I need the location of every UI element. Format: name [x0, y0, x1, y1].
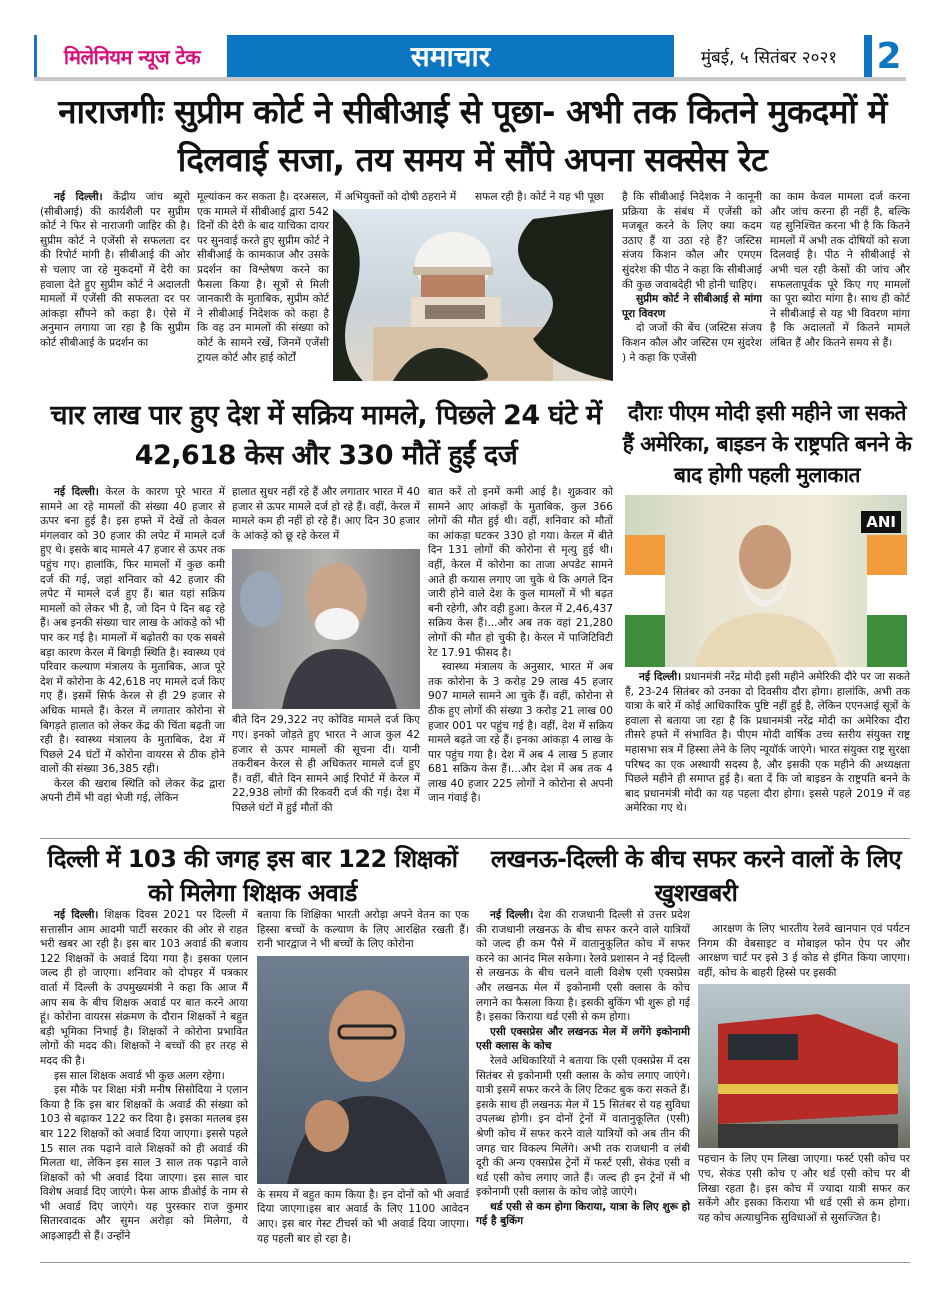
article1-col5 [622, 190, 762, 365]
section-title: समाचार [227, 35, 674, 77]
headline-covid: चार लाख पार हुए देश में सक्रिय मामले, पिछले 24 घंटे में 42,618 केस और 330 मौतें हुईं दर्ज [50, 400, 602, 471]
article-text: है कि सीबीआई निदेशक ने कानूनी प्रक्रिया के संबंध में एजेंसी को मजबूत करने के लिए क्या कदम उठाए हैं या उठा रहे हैं? जस्टिस संजय किशन कौल और एमएम सुंदरेश की पीठ ने कहा कि सीबीआई की कुछ जवाबदेही भी होनी चाहिए। [622, 191, 762, 291]
article-text: बीते दिन 29,322 नए कोविड मामले दर्ज किए गए। इनको जोड़ते हुए भारत ने आज कुल 42 हजार से ऊपर मामलों की सूचना दी। यानी तकरीबन केरल से ही अधिकतर मामले दर्ज हुए हैं। वहीं, बीते दिन सामने आई रिपोर्ट में केरल में 22,938 लोगों की रिकवरी दर्ज की गई। देश में पिछले घंटों में हुई मौतों की [232, 714, 420, 814]
article1-col3: में अभियुक्तों को दोषी ठहराने में [335, 191, 457, 203]
article1-col1 [40, 190, 190, 351]
article1-col2: मूल्यांकन कर सकता है। दरअसल, एक मामले में सीबीआई द्वारा 542 दिनों की देरी के बाद याचिका दायर पर सुनवाई करते हुए सुप्रीम कोर्ट ने सीबीआई के कामकाज और उसके प्रदर्शन का विश्लेषण करने का फैसला किया है। सूत्रों से मिली जानकारी के मुताबिक, सुप्रीम कोर्ट ने सीबीआई निदेशक को कहा है कि वह उन मामलों की संख्या को कोर्ट के सामने रखें, जिनमें एजेंसी ट्रायल कोर्ट और हाई कोर्टों [197, 191, 329, 364]
headline-pm-modi: दौराः पीएम मोदी इसी महीने जा सकते हैं अमेरिका, बाइडन के राष्ट्रपति बनने के बाद होगी पहली मुलाकात [622, 401, 912, 487]
article-text: बात करें तो इनमें कमी आई है। शुक्रवार को सामने आए आंकड़ों के मुताबिक, कुल 366 लोगों की मौत हुई थी। वहीं, शनिवार को मौतों का आंकड़ा घटकर 330 हो गया। केरल में बीते दिन 131 लोगों की कोरोना से मृत्यु हुई थी। वहीं, केरल में कोरोना का ताजा अपडेट सामने आते ही कयास लगाए जा चुके थे कि अगले दिन जारी होने वाले देश के कुल मामलों में भी बढ़त बनी रहेगी, और वही हुआ। केरल में 2,46,437 सक्रिय केस हैं।...और अब तक वहां 21,280 लोगों की मौत हो चुकी है। केरल में पाजिटिविटी रेट 17.91 फीसद है। [428, 486, 613, 659]
article-text: शिक्षक दिवस 2021 पर दिल्ली में सत्तासीन आम आदमी पार्टी सरकार की ओर से राहत भरी खबर आ रही है। इस बार 103 अवार्ड की बजाय 122 शिक्षकों के अवार्ड दिया गया है। इसका एलान जल्द ही हो जाएगा। शनिवार को दोपहर में पत्रकार वार्ता में दिल्ली के उपमुख्यमंत्री ने कहा कि आज मैं आप सब के बीच शिक्षक अवार्ड पर बात करने आया हूं। कोरोना वायरस संक्रमण के दौरान शिक्षकों ने बहुत बड़ी भूमिका निभाई है। शिक्षकों ने कोरोना प्रभावित लोगों की मदद की। शिक्षकों ने बच्चों की हर तरह से मदद की है। [40, 909, 249, 1067]
headline-teacher-award: दिल्ली में 103 की जगह इस बार 122 शिक्षकों को मिलेगा शिक्षक अवार्ड [47, 845, 458, 907]
article-text: आरक्षण के लिए भारतीय रेलवे खानपान एवं पर्यटन निगम की वेबसाइट व मोबाइल फोन ऐप पर और आरक्षण चार्ट पर इसे 3 ई कोड से इंगित किया जाएगा। वहीं, कोच के बाहरी हिस्से पर इसकी [698, 923, 910, 979]
article-text: केरल की खराब स्थिति को लेकर केंद्र द्वारा अपनी टीमें भी वहां भेजी गई, लेकिन [40, 777, 225, 805]
article1-col4: सफल रही है। कोर्ट ने यह भी पूछा [475, 191, 604, 203]
article-text: दो जजों की बेंच (जस्टिस संजय किशन कौल और जस्टिस एम सुंदरेश ) ने कहा कि एजेंसी [622, 322, 762, 364]
subheading: एसी एक्सप्रेस और लखनऊ मेल में लगेंगे इकोनामी एसी क्लास के कोच [476, 1025, 690, 1053]
subheading: थर्ड एसी से कम होगा किराया, यात्रा के लिए शुरू हो गई है बुकिंग [476, 1200, 690, 1228]
issue-date: मुंबई, ५ सितंबर २०२१ [674, 35, 872, 77]
subheading: सुप्रीम कोर्ट ने सीबीआई से मांगा पूरा विवरण [622, 293, 762, 320]
article-text: स्वास्थ्य मंत्रालय के अनुसार, भारत में अब तक कोरोना के 3 करोड़ 29 लाख 45 हजार 907 मामले सामने आ चुके हैं। वहीं, कोरोना से ठीक हुए लोगों की संख्या 3 करोड़ 21 लाख 00 हजार 001 पर पहुंच गई है। वहीं, देश में सक्रिय मामले बढ़ते जा रहे हैं। इनका आंकड़ा 4 लाख के पार पहुंच गया है। देश में अब 4 लाख 5 हजार 681 सक्रिय केस हैं।...और देश में अब तक 4 लाख 40 हजार 225 लोगों ने कोरोना से अपनी जान गंवाई है। [428, 661, 613, 805]
dateline: नई दिल्ली। [54, 486, 99, 498]
article-text: केंद्रीय जांच ब्यूरो (सीबीआई) की कार्यशैली पर सुप्रीम कोर्ट ने फिर से नाराजगी जाहिर की है। सुप्रीम कोर्ट ने एजेंसी से सफलता दर की रिपोर्ट मांगी है। सीबीआई की ओर से चलाए जा रहे मुकदमों में देरी का हवाला देते हुए सुप्रीम कोर्ट ने अदालती मामलों में एजेंसी की सफलता दर पर आंकड़ा सौंपने को कहा है। ऐसे में अनुमान लगाया जा रहा है कि सुप्रीम कोर्ट सीबीआई के प्रदर्शन का [40, 191, 190, 349]
article-text: देश की राजधानी दिल्ली से उत्तर प्रदेश की राजधानी लखनऊ के बीच सफर करने वाले यात्रियों को जल्द ही कम पैसे में वातानुकूलित कोच में सफर करने का आनंद मिल सकेगा। रेलवे प्रशासन ने नई दिल्ली से लखनऊ के बीच चलने वाली विशेष एसी एक्सप्रेस और लखनऊ मेल में इकोनामी एसी क्लास के कोच लगाने का फैसला किया है। इसकी बुकिंग भी शुरू हो गई है। इसका किराया थर्ड एसी से कम होगा। [476, 909, 690, 1024]
article-text: हालात सुधर नहीं रहे हैं और लगातार भारत में 40 हजार से ऊपर मामले दर्ज हो रहे हैं। वहीं, केरल में मामले कम ही नहीं हो रहे हैं। आए दिन 30 हजार के आंकड़े को छू रहे केरल में [232, 486, 420, 542]
supreme-court-photo [333, 209, 613, 381]
article5-col1 [476, 908, 690, 1229]
dateline: नई दिल्ली। [639, 671, 682, 683]
masthead [34, 35, 906, 77]
article-text: केरल के कारण पूरे भारत में सामने आ रहे मामलों की संख्या 40 हजार से ऊपर बना हुई है। इस हफ्ते में देखें तो केवल मंगलवार को 30 हजार की लपेट में मामले दर्ज हुए थे। इसके बाद मामले 47 हजार से ऊपर तक पहुंच गए। हालांकि, फिर मामलों में कुछ कमी दर्ज की गई, जहां शनिवार को 42 हजार की लपेट में मामले दर्ज हुए हैं। बात यहां सक्रिय मामलों को लेकर भी है, जो दिन पे दिन बढ़ रहे हैं। अब इनकी संख्या चार लाख के आंकड़े को भी पार कर गई है। मामलों में बढ़ोतरी का एक सबसे बड़ा कारण केरल में बिगड़ी स्थिति है। स्वास्थ्य एवं परिवार कल्याण मंत्रालय के मुताबिक, आज पूरे देश में कोरोना के 42,618 नए मामले दर्ज किए गए हैं। इसमें सिर्फ केरल से ही 29 हजार से अधिक मामले हैं। केरल में लगातार कोरोना से बिगड़ते हालात को लेकर केंद्र की चिंता बढ़ती जा रही है। स्वास्थ्य मंत्रालय के मुताबिक, देश में पिछले 24 घंटों में कोरोना वायरस से ठीक होने वालों की संख्या 36,385 रही। [40, 486, 225, 776]
pm-modi-photo [625, 495, 907, 667]
manish-sisodia-photo [257, 956, 469, 1184]
bottom-divider [40, 1262, 910, 1263]
article2-col2 [232, 485, 420, 816]
newspaper-logo: मिलेनियम न्यूज टेक [63, 44, 201, 69]
article4-col1 [40, 908, 248, 1244]
train-photo [698, 984, 910, 1148]
dateline: नई दिल्ली। [54, 191, 103, 203]
article-text: के समय में बहुत काम किया है। इन दोनों को भी अवार्ड दिया जाएगा।इस बार अवार्ड के लिए 1100 आवेदन आए। इस बार गेस्ट टीचर्स को भी अवार्ड दिया जाएगा। यह पहली बार हो रहा है। [257, 1188, 469, 1245]
headline-supreme-court: नाराजगीः सुप्रीम कोर्ट ने सीबीआई से पूछा- अभी तक कितने मुकदमों में दिलवाई सजा, तय समय में सौंपे अपना सक्सेस रेट [58, 92, 887, 179]
article-text: प्रधानमंत्री नरेंद्र मोदी इसी महीने अमेरिकी दौरे पर जा सकते हैं, 23-24 सितंबर को उनका दो दिवसीय दौरा होगा। हालांकि, अभी तक यात्रा के बारे में कोई आधिकारिक पुष्टि नहीं हुई है, लेकिन एएनआई सूत्रों के हवाला से बताया जा रहा है कि प्रधानमंत्री नरेंद्र मोदी का अमेरिका दौरा तीसरे हफ्ते में संभावित है। पीएम मोदी वार्षिक उच्च स्तरीय संयुक्त राष्ट्र महासभा सत्र में हिस्सा लेने के लिए न्यूयॉर्क जाएंगे। भारत संयुक्त राष्ट्र सुरक्षा परिषद का एक अस्थायी सदस्य है, और इसकी एक महीने की अध्यक्षता पिछले महीने ही समाप्त हुई है। बता दें कि जो बाइडन के राष्ट्रपति बनने के बाद प्रधानमंत्री मोदी का यह पहला दौरा होगा। इससे पहले 2019 में वह अमेरिका गए थे। [625, 671, 910, 815]
article2-col3 [428, 485, 613, 806]
article-text: बताया कि शिक्षिका भारती अरोड़ा अपने वेतन का एक हिस्सा बच्चों के कल्याण के लिए आरक्षित रखती हैं। रानी भारद्वाज ने भी बच्चों के लिए कोरोना [257, 909, 469, 951]
dateline: नई दिल्ली। [490, 909, 534, 921]
divider [40, 838, 910, 839]
article-text: इस साल शिक्षक अवार्ड भी कुछ अलग रहेगा। [54, 1069, 225, 1082]
article2-col1 [40, 485, 225, 806]
photo-credit: ANI [861, 511, 901, 533]
article5-col2 [698, 922, 910, 1225]
article1-col6: का काम केवल मामला दर्ज करना और जांच करना ही नहीं है, बल्कि यह सुनिश्चित करना भी है कि कितने मामलों में अभी तक दोषियों को सजा दिलवाई है। पीठ ने सीबीआई से अभी चल रही केसों की जांच और सफलतापूर्वक पूरे किए गए मामलों का पूरा ब्योरा मांगा है। साथ ही कोर्ट ने सीबीआई से यह भी विवरण मांगा है कि अदालतों में कितने मामले लंबित हैं और कितने समय से हैं। [770, 191, 910, 349]
article3-body [625, 670, 910, 816]
masked-man-photo [232, 549, 420, 709]
page-number: 2 [876, 35, 902, 77]
headline-lucknow-delhi: लखनऊ-दिल्ली के बीच सफर करने वालों के लिए खुशखबरी [490, 845, 902, 907]
article-text: रेलवे अधिकारियों ने बताया कि एसी एक्सप्रेस में दस सितंबर से इकोनामी एसी क्लास के कोच लगाए जाएंगे। यात्री इसमें सफर करने के लिए टिकट बुक करा सकते हैं। इसके साथ ही लखनऊ मेल में 15 सितंबर से यह सुविधा उपलब्ध होगी। इन दोनों ट्रेनों में वातानुकूलित (एसी) श्रेणी कोच में सफर करने वाले यात्रियों को अब तीन की जगह चार विकल्प मिलेंगे। अभी तक राजधानी व लंबी दूरी की अन्य एक्सप्रेस ट्रेनों में फर्स्ट एसी, सेकंड एसी व थर्ड एसी कोच लगाए जाते हैं। जल्द ही इन ट्रेनों में भी इकोनामी एसी क्लास के कोच जोड़े जाएंगे। [476, 1054, 690, 1199]
article4-col2 [257, 908, 469, 1246]
dateline: नई दिल्ली। [54, 909, 99, 921]
article-text: पहचान के लिए एम लिखा जाएगा। फर्स्ट एसी कोच पर एच, सेकंड एसी कोच ए और थर्ड एसी कोच पर बी लिखा रहता है। इस कोच में ज्यादा यात्री सफर कर सकेंगे और इसका किराया भी थर्ड एसी से कम होगा। यह कोच अत्याधुनिक सुविधाओं से सुसज्जित है। [698, 1153, 910, 1224]
article-text: इस मौके पर शिक्षा मंत्री मनीष सिसोदिया ने एलान किया है कि इस बार शिक्षकों के अवार्ड की संख्या को 103 से बढ़ाकर 122 कर दिया है। इसका मतलब इस बार 122 शिक्षकों को अवार्ड दिया जाएगा। इससे पहले 15 साल तक पढ़ाने वाले शिक्षकों को ही अवार्ड की मिलता था, लेकिन इस साल 3 साल तक पढ़ाने वाले शिक्षकों को भी अवार्ड दिया जाएगा। इस साल चार विशेष अवार्ड दिए जाएंगे। फेस आफ डीओई के नाम से भी अवार्ड दिए जाएंगे। यह पुरस्कार राज कुमार सितारवादक और सुमन अरोड़ा को मिलेगा, ये आइआइटी से हैं। उन्होंने [40, 1084, 248, 1243]
